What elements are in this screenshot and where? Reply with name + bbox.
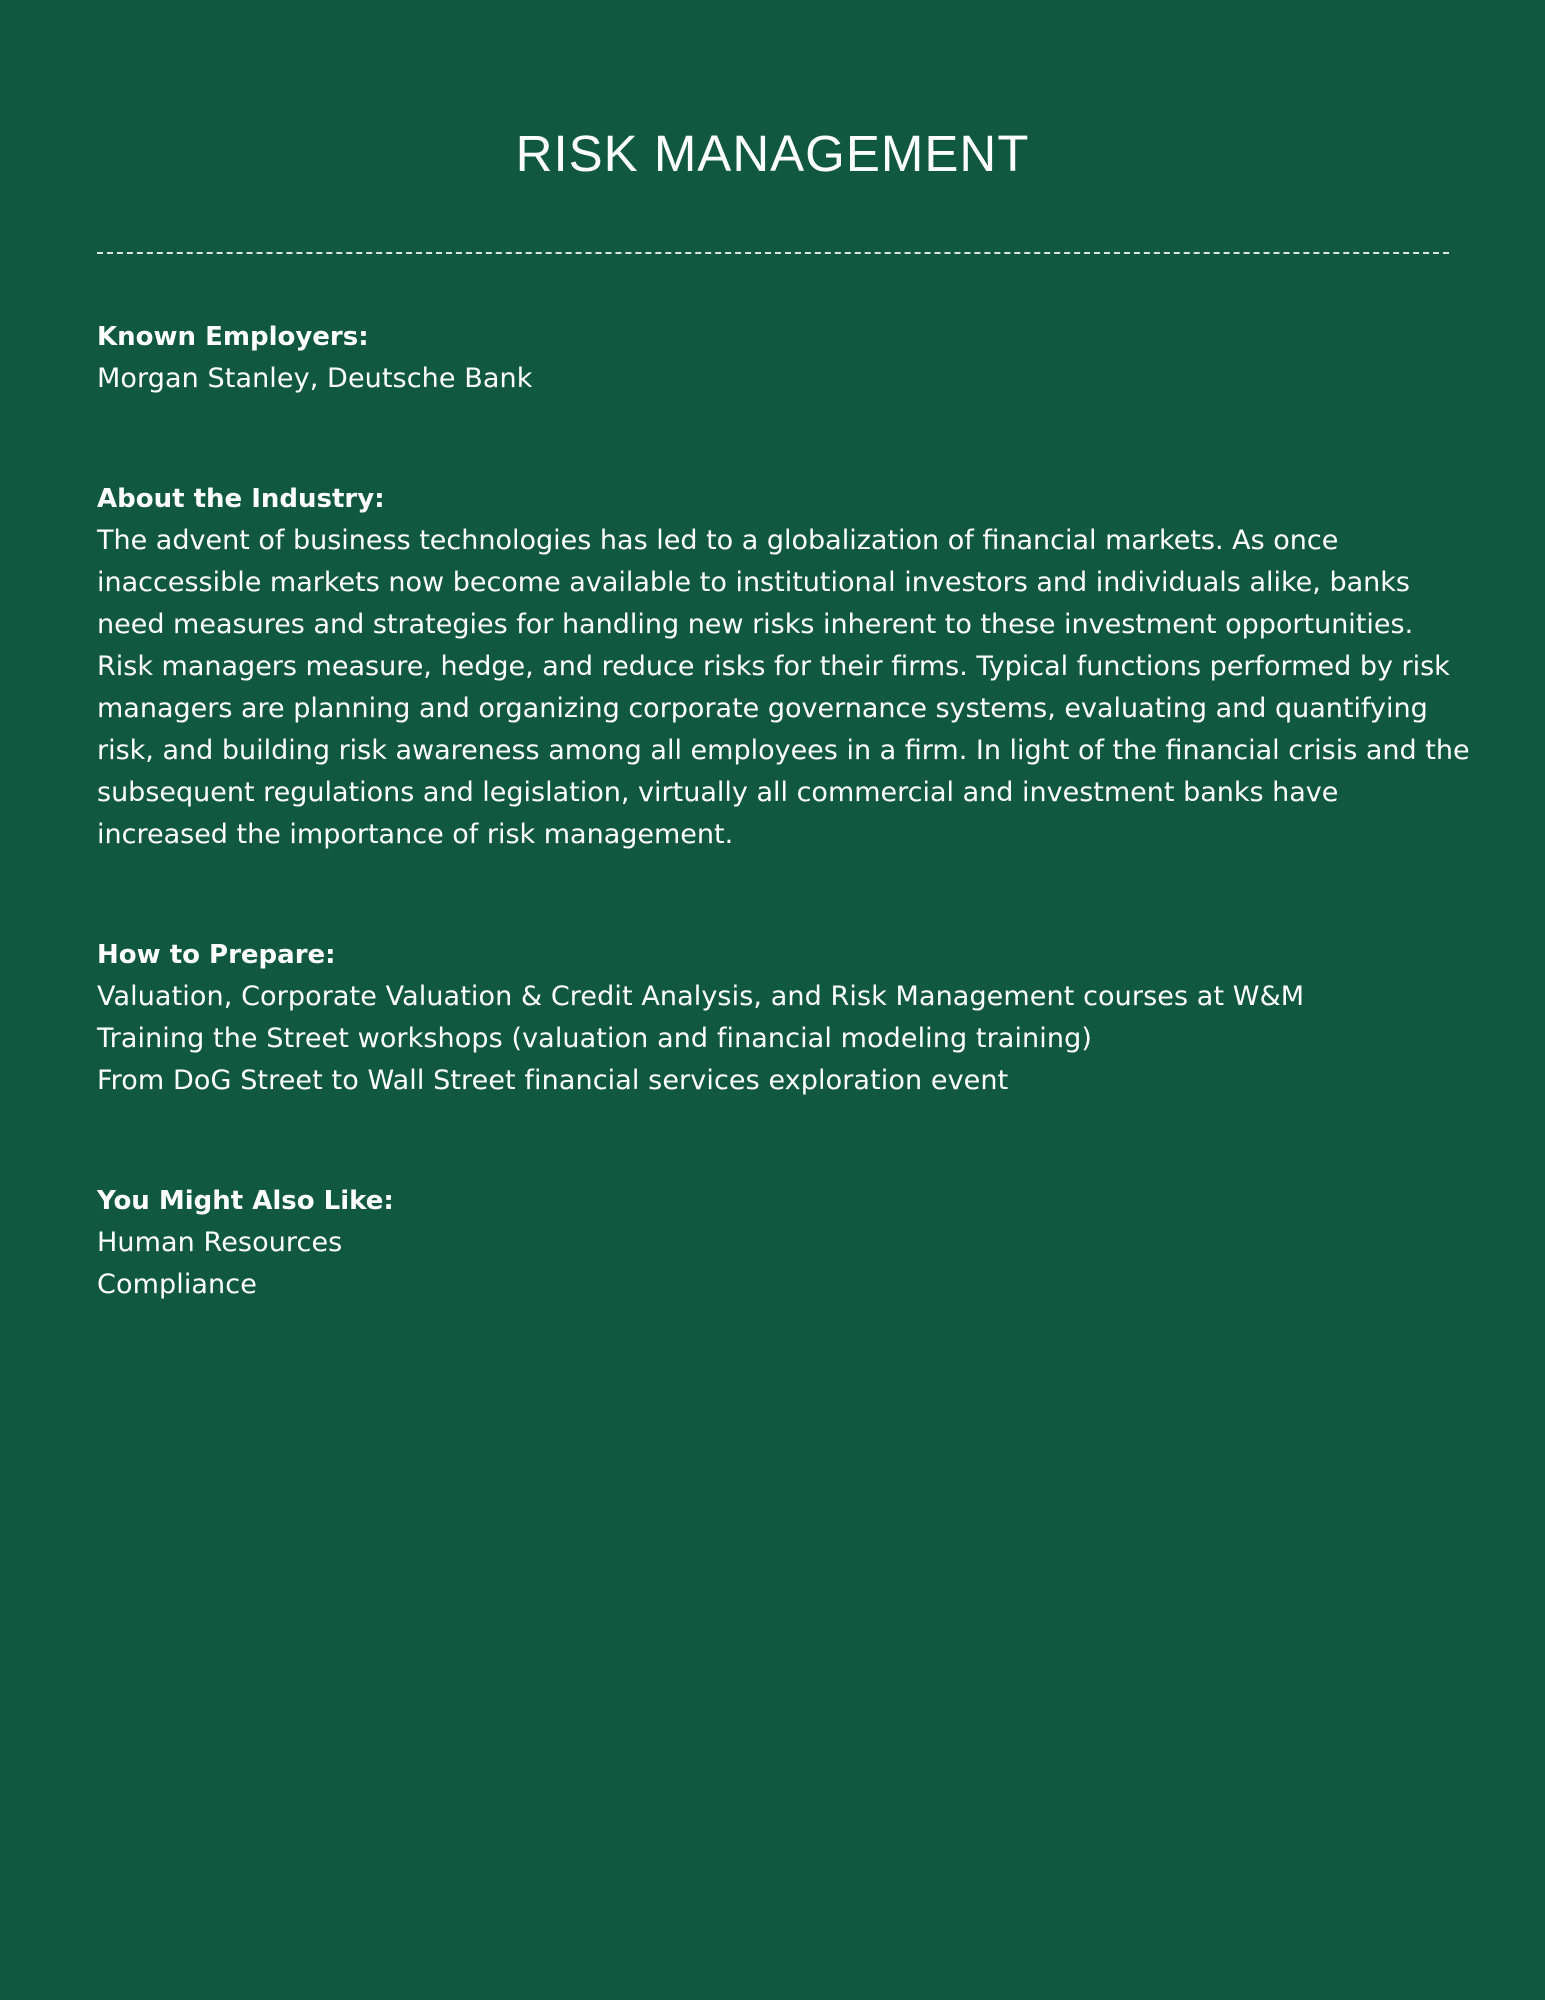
how-to-prepare-section bbox=[97, 934, 1467, 1102]
section-heading: You Might Also Like: bbox=[97, 1186, 394, 1216]
section-body bbox=[97, 1222, 1467, 1306]
section-heading: About the Industry: bbox=[97, 484, 385, 514]
also-like-line: Compliance bbox=[97, 1269, 257, 1300]
section-body bbox=[97, 976, 1467, 1102]
employers-line: Morgan Stanley, Deutsche Bank bbox=[97, 363, 533, 394]
also-like-section bbox=[97, 1180, 1467, 1306]
page-title: RISK MANAGEMENT bbox=[515, 125, 1030, 182]
section-heading: How to Prepare: bbox=[97, 940, 336, 970]
prepare-line: Training the Street workshops (valuation and financial modeling training) bbox=[97, 1023, 1092, 1054]
known-employers-section bbox=[97, 316, 1467, 400]
also-like-line: Human Resources bbox=[97, 1227, 343, 1258]
prepare-line: Valuation, Corporate Valuation & Credit Analysis, and Risk Management courses at W&M bbox=[97, 981, 1305, 1012]
prepare-line: From DoG Street to Wall Street financial services exploration event bbox=[97, 1065, 1009, 1096]
industry-paragraph: The advent of business technologies has led to a globalization of financial markets. As once inaccessible markets now become available to institutional investors and individuals alike, banks need measures and strategies for handling new risks inherent to these investment opportunities. Risk managers measure, hedge, and reduce risks for their firms. Typical functions performed by risk managers are planning and organizing corporate governance systems, evaluating and quantifying risk, and building risk awareness among all employees in a firm. In light of the financial crisis and the subsequent regulations and legislation, virtually all commercial and investment banks have increased the importance of risk management. bbox=[97, 525, 1470, 850]
content bbox=[97, 316, 1470, 1384]
section-heading: Known Employers: bbox=[97, 322, 369, 352]
section-body bbox=[97, 358, 1467, 400]
dashed-divider bbox=[97, 252, 1449, 254]
about-industry-section bbox=[97, 478, 1470, 856]
